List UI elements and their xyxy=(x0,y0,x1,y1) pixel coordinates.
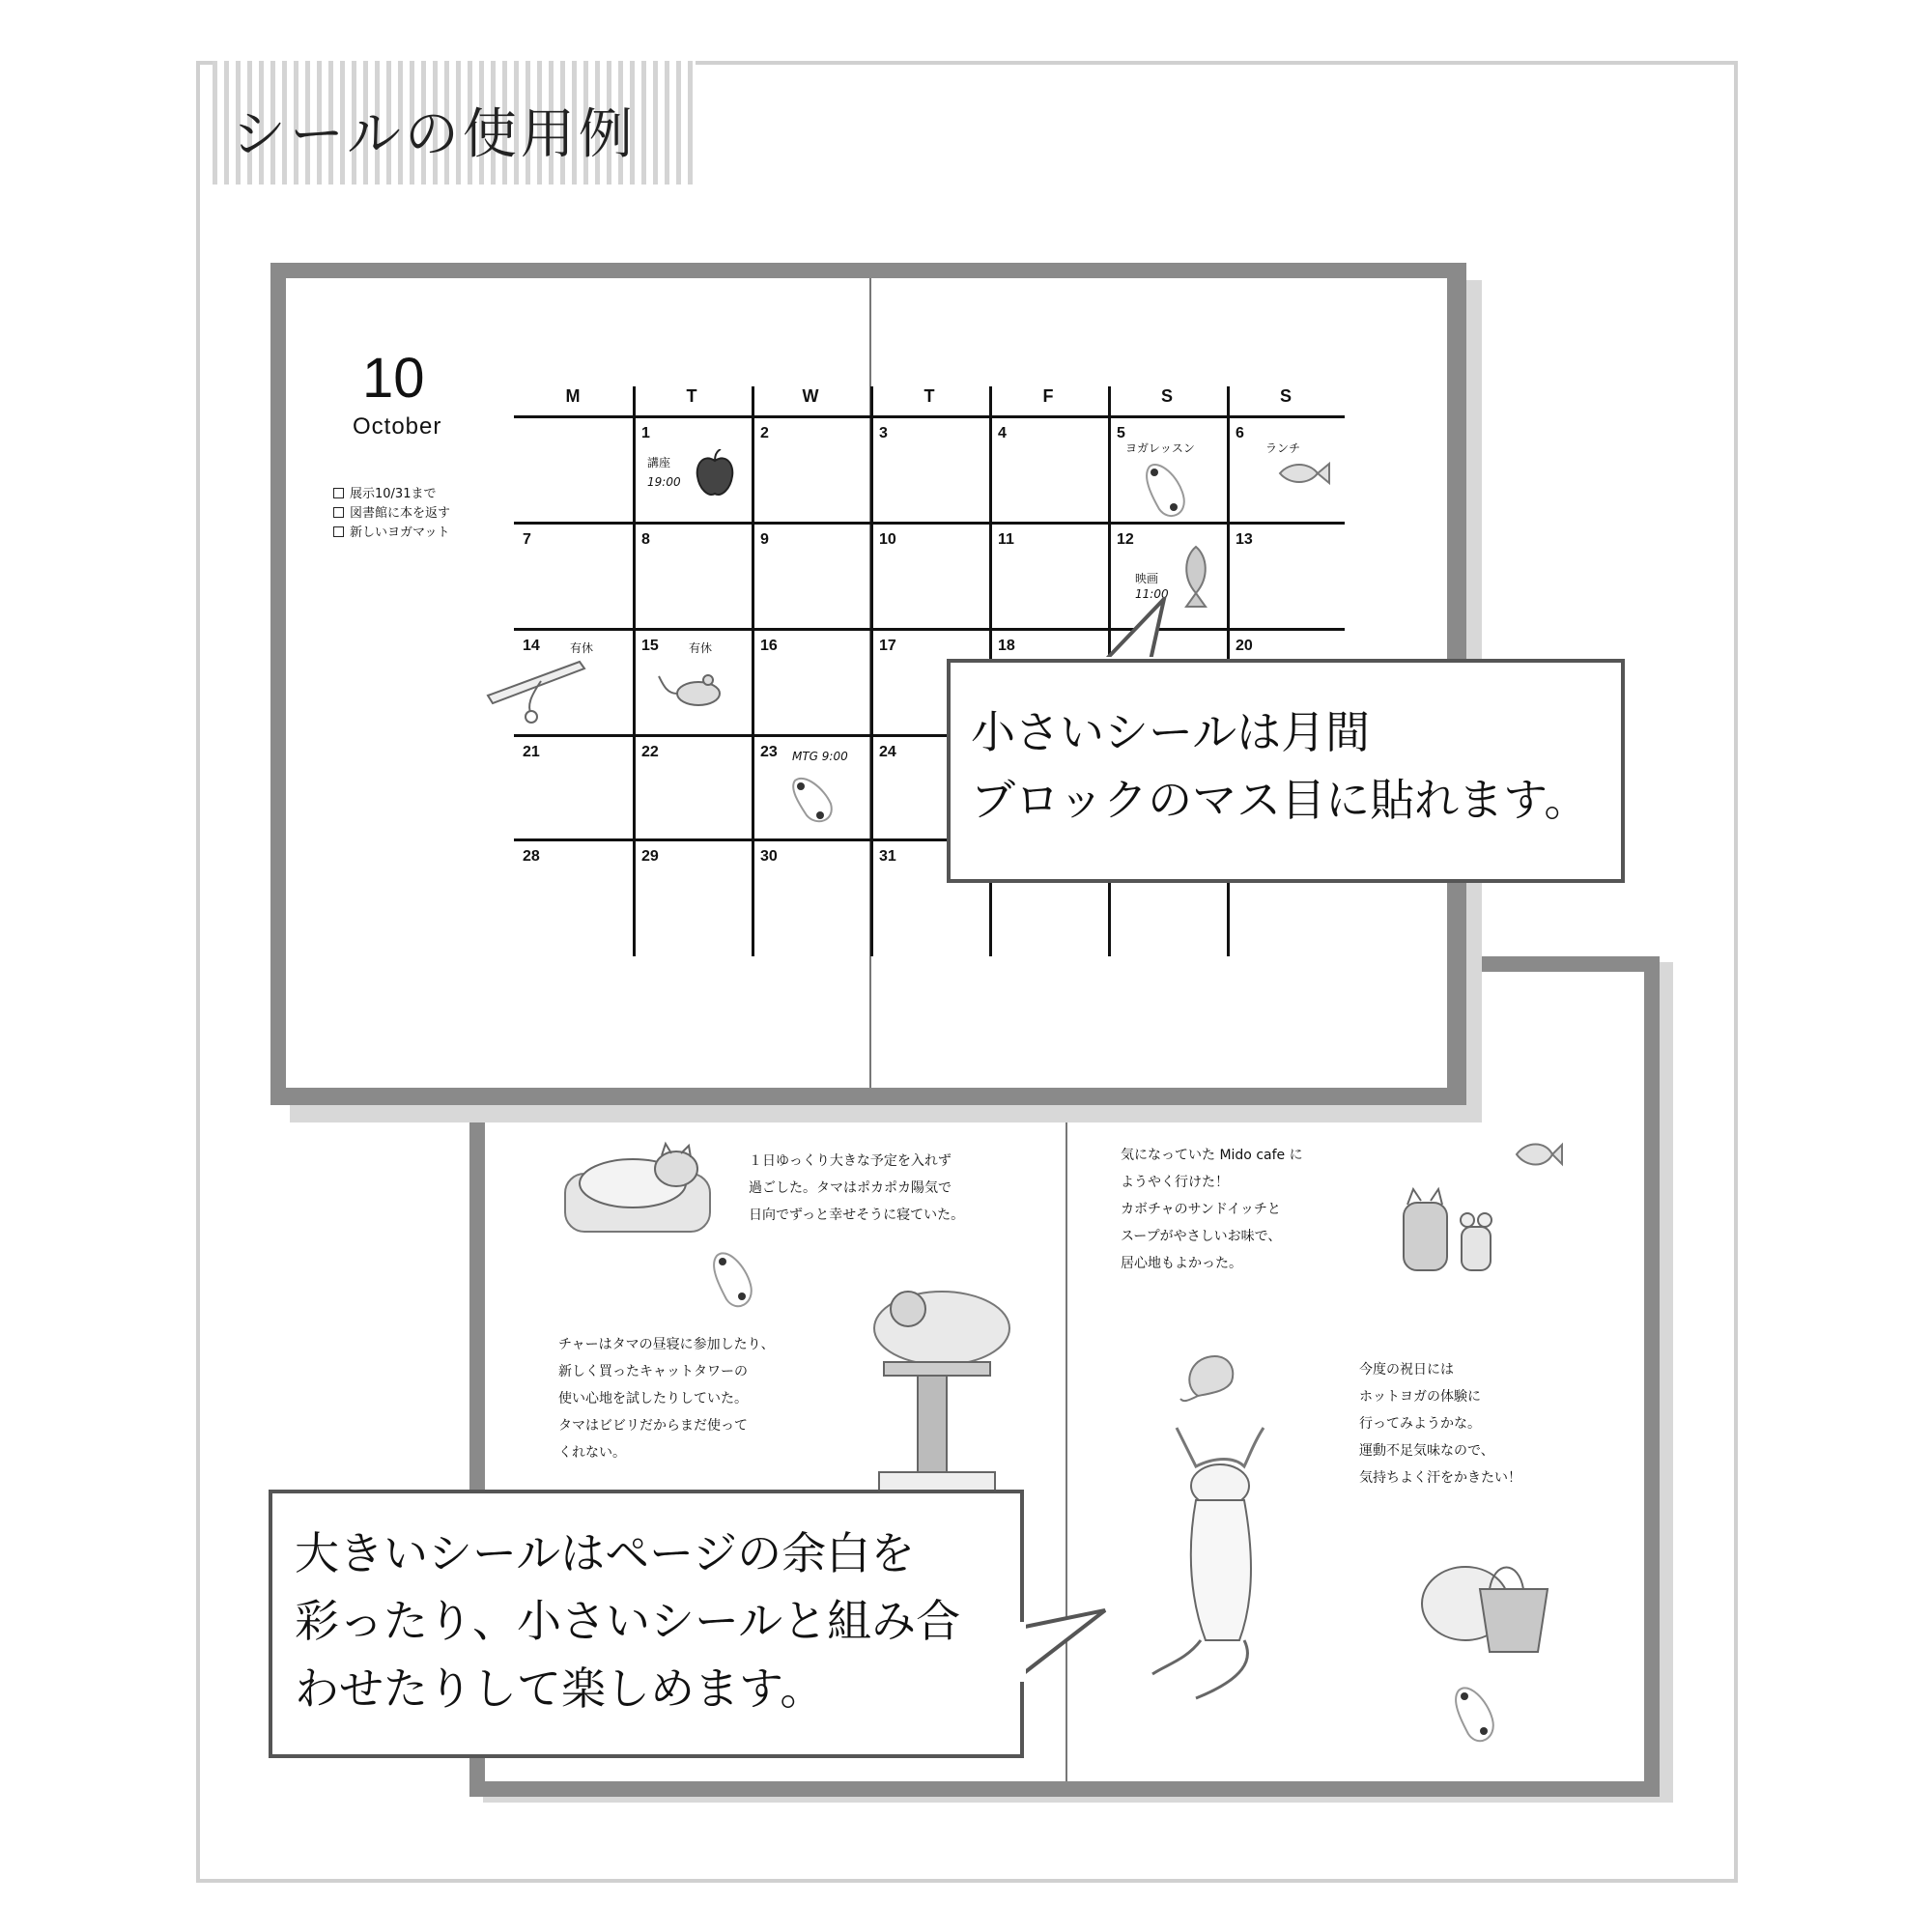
day-number: 7 xyxy=(523,531,531,548)
day-number: 31 xyxy=(879,848,896,865)
note-lecture-time: 19:00 xyxy=(647,475,681,489)
callout-large-line1: 大きいシールはページの余白を xyxy=(295,1527,916,1579)
month-name: October xyxy=(353,413,442,440)
day-number: 14 xyxy=(523,638,540,654)
stretching-cat-sticker xyxy=(1148,1418,1293,1708)
grid-row-line xyxy=(514,522,1345,525)
diary-right-top: 気になっていた Mido cafe に ようやく行けた！ カボチャのサンドイッチと スープがやさしいお味で、 居心地もよかった。 xyxy=(1121,1148,1303,1271)
callout-large-line2: 彩ったり、小さいシールと組み合 xyxy=(295,1595,961,1647)
paw-sticker xyxy=(1140,459,1193,526)
weekday-label: T xyxy=(686,386,697,406)
day-number: 6 xyxy=(1236,425,1244,441)
diary-left-top: １日ゆっくり大きな予定を入れず 過ごした。タマはポカポカ陽気で 日向でずっと幸せそうに寝ていた。 xyxy=(749,1153,965,1223)
callout-large-line3: わせたりして楽しめます。 xyxy=(295,1662,825,1715)
paw-sticker xyxy=(1449,1681,1502,1753)
day-number: 21 xyxy=(523,744,540,760)
day-number: 8 xyxy=(641,531,650,548)
callout-small-line1: 小さいシールは月間 xyxy=(971,706,1371,758)
bubble-tail xyxy=(1092,597,1179,665)
day-number: 9 xyxy=(760,531,769,548)
bubble-tail xyxy=(1016,1608,1108,1686)
day-number: 12 xyxy=(1117,531,1134,548)
weekday-label: S xyxy=(1279,386,1292,406)
paw-sticker xyxy=(707,1246,760,1319)
weekday-label: M xyxy=(565,386,581,406)
grid-column-line xyxy=(870,386,873,956)
day-number: 23 xyxy=(760,744,778,760)
sleeping-cat-sticker xyxy=(555,1140,720,1246)
fish-sticker xyxy=(1512,1138,1565,1172)
day-number: 4 xyxy=(998,425,1007,441)
todo-item: 図書館に本を返す xyxy=(333,502,450,521)
cat-in-bag-sticker xyxy=(1412,1555,1557,1662)
day-number: 16 xyxy=(760,638,778,654)
callout-small-line2: ブロックのマス目に貼れます。 xyxy=(971,774,1589,826)
month-number: 10 xyxy=(362,347,425,410)
weekday-label: S xyxy=(1160,386,1173,406)
note-lecture: 講座 xyxy=(647,456,671,469)
weekday-label: F xyxy=(1042,386,1054,406)
note-lunch: ランチ xyxy=(1265,441,1301,455)
grid-row-line xyxy=(514,628,1345,631)
day-number: 18 xyxy=(998,638,1015,654)
note-mtg: MTG 9:00 xyxy=(792,750,848,763)
mouse-sticker xyxy=(655,667,727,710)
weekday-label: T xyxy=(923,386,935,406)
note-movie: 映画 xyxy=(1135,572,1159,585)
cat-toy-sticker xyxy=(483,657,589,724)
day-number: 11 xyxy=(998,531,1014,548)
day-number: 22 xyxy=(641,744,659,760)
grid-column-line xyxy=(633,386,636,956)
mouse-sticker xyxy=(1179,1343,1246,1406)
day-number: 13 xyxy=(1236,531,1253,548)
book2-top-edge xyxy=(1464,956,1660,972)
day-number: 1 xyxy=(641,425,650,441)
fish-sticker xyxy=(1275,459,1333,488)
todo-item: 展示10/31まで xyxy=(333,483,436,501)
page-title: シールの使用例 xyxy=(232,103,637,166)
day-number: 2 xyxy=(760,425,769,441)
grid-row-line xyxy=(514,415,1345,418)
day-number: 15 xyxy=(641,638,659,654)
apple-sticker xyxy=(694,449,736,499)
day-number: 30 xyxy=(760,848,778,865)
day-number: 3 xyxy=(879,425,888,441)
day-number: 28 xyxy=(523,848,540,865)
note-yoga: ヨガレッスン xyxy=(1125,441,1195,455)
day-number: 10 xyxy=(879,531,896,548)
day-number: 17 xyxy=(879,638,896,654)
grid-column-line xyxy=(752,386,754,956)
todo-item: 新しいヨガマット xyxy=(333,522,449,540)
note-movie-time: 11:00 xyxy=(1135,587,1169,601)
day-number: 20 xyxy=(1236,638,1253,654)
diary-left-mid: チャーはタマの昼寝に参加したり、 新しく買ったキャットタワーの 使い心地を試したりしていた。 タマはビビリだからまだ使って くれない。 xyxy=(558,1337,775,1461)
fish-sticker xyxy=(1179,543,1213,611)
day-number: 24 xyxy=(879,744,896,760)
cat-figures-sticker xyxy=(1396,1183,1512,1280)
day-number: 29 xyxy=(641,848,659,865)
paw-sticker xyxy=(787,773,840,831)
note-holiday: 有休 xyxy=(689,641,713,655)
diary-right-mid: 今度の祝日には ホットヨガの体験に 行ってみようかな。 運動不足気味なので、 気持ちよく汗をかきたい！ xyxy=(1359,1362,1521,1486)
weekday-label: W xyxy=(802,386,819,406)
note-holiday: 有休 xyxy=(570,641,594,655)
day-number: 5 xyxy=(1117,425,1125,441)
